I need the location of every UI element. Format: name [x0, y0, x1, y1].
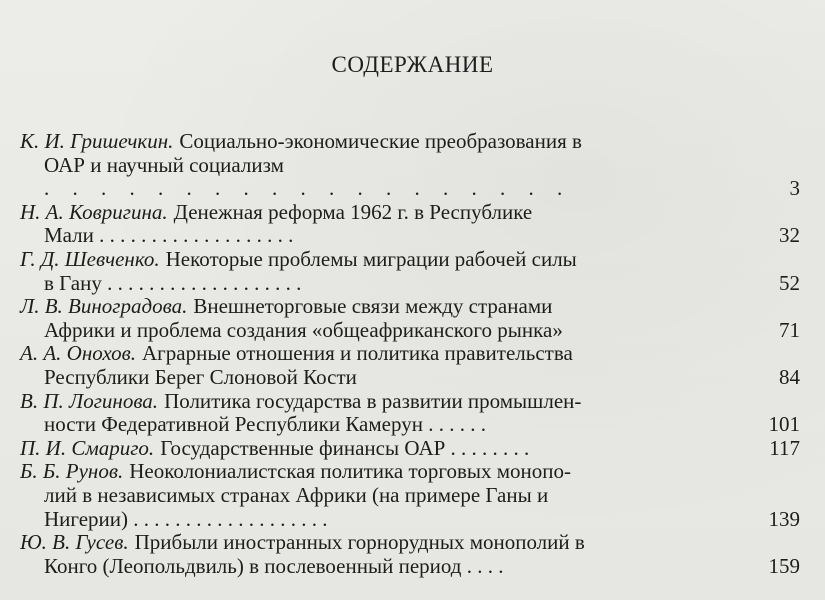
toc-entry — [20, 437, 800, 461]
toc-entry-text — [20, 295, 748, 342]
toc-entry-text — [20, 201, 748, 248]
toc-author: В. П. Логинова. — [20, 388, 159, 413]
toc-line: Нигерии) . . . . . . . . . . . . . . . . . . . — [44, 506, 328, 531]
toc-title: Денежная реформа 1962 г. в Республике — [173, 199, 533, 224]
toc-line — [20, 531, 748, 555]
toc-title: Политика государства в развитии промышлен- — [164, 388, 582, 413]
toc-title: Государственные финансы ОАР . . . . . . . . — [160, 435, 530, 460]
toc-line: Африки и проблема создания «общеафриканского рынка» — [44, 317, 563, 342]
toc-line: в Гану . . . . . . . . . . . . . . . . . . . — [44, 270, 302, 295]
toc-line — [20, 437, 748, 461]
toc-entry — [20, 201, 800, 248]
page-title: СОДЕРЖАНИЕ — [331, 52, 494, 77]
toc-entry-text — [20, 342, 748, 389]
toc-page-number: 101 — [768, 412, 800, 437]
toc-entry — [20, 460, 800, 531]
toc-entry-text — [20, 390, 748, 437]
toc-line: Республики Берег Слоновой Кости — [44, 364, 357, 389]
toc-line — [20, 460, 748, 484]
toc-line: ОАР и научный социализм — [44, 152, 284, 177]
toc-page-number: 52 — [779, 270, 800, 295]
toc-entry — [20, 342, 800, 389]
toc-author: Г. Д. Шевченко. — [20, 246, 160, 271]
toc-entry — [20, 295, 800, 342]
toc-page-number: 117 — [769, 435, 800, 460]
toc-entry — [20, 130, 800, 201]
toc-entry — [20, 248, 800, 295]
toc-line: ности Федеративной Республики Камерун . . . . . . — [44, 412, 486, 437]
toc-entry-text — [20, 130, 748, 201]
toc-author: Б. Б. Рунов. — [20, 459, 124, 484]
toc-page-number: 139 — [768, 506, 800, 531]
toc-title: Аграрные отношения и политика правительства — [141, 341, 573, 366]
toc-line — [20, 248, 748, 272]
toc-author: Ю. В. Гусев. — [20, 530, 129, 555]
toc-entry-text — [20, 460, 748, 531]
toc-author: К. И. Гришечкин. — [20, 129, 174, 153]
toc-entry-text — [20, 531, 748, 578]
toc-author: П. И. Смариго. — [20, 435, 155, 460]
table-of-contents — [20, 130, 800, 578]
toc-entry — [20, 390, 800, 437]
toc-title: Неоколониалистская политика торговых монопо- — [129, 459, 572, 484]
toc-line: лий в независимых странах Африки (на примере Ганы и — [44, 482, 549, 507]
toc-page-number: 159 — [768, 553, 800, 578]
toc-page-number: 71 — [779, 317, 800, 342]
toc-page-number: 32 — [779, 223, 800, 248]
toc-leader: . . . . . . . . . . . . . . . . . . . — [44, 176, 572, 201]
toc-line: Мали . . . . . . . . . . . . . . . . . . . — [44, 223, 294, 248]
toc-entry — [20, 531, 800, 578]
toc-line — [20, 342, 748, 366]
toc-entry-text — [20, 248, 748, 295]
toc-title: Внешнеторговые связи между странами — [193, 294, 553, 319]
toc-page-number: 84 — [779, 364, 800, 389]
toc-title: Социально-экономические преобразования в — [179, 129, 582, 153]
toc-page-number: 3 — [789, 176, 800, 201]
toc-author: Н. А. Ковригина. — [20, 199, 168, 224]
toc-title: Прибыли иностранных горнорудных монополий в — [134, 530, 585, 555]
toc-author: Л. В. Виноградова. — [20, 294, 188, 319]
toc-title: Некоторые проблемы миграции рабочей силы — [165, 246, 577, 271]
toc-line — [20, 390, 748, 414]
toc-line — [20, 295, 748, 319]
toc-line — [20, 130, 748, 154]
toc-author: А. А. Онохов. — [20, 341, 136, 366]
toc-line — [20, 201, 748, 225]
toc-entry-text — [20, 437, 748, 461]
toc-line: Конго (Леопольдвиль) в послевоенный период . . . . — [44, 553, 504, 578]
